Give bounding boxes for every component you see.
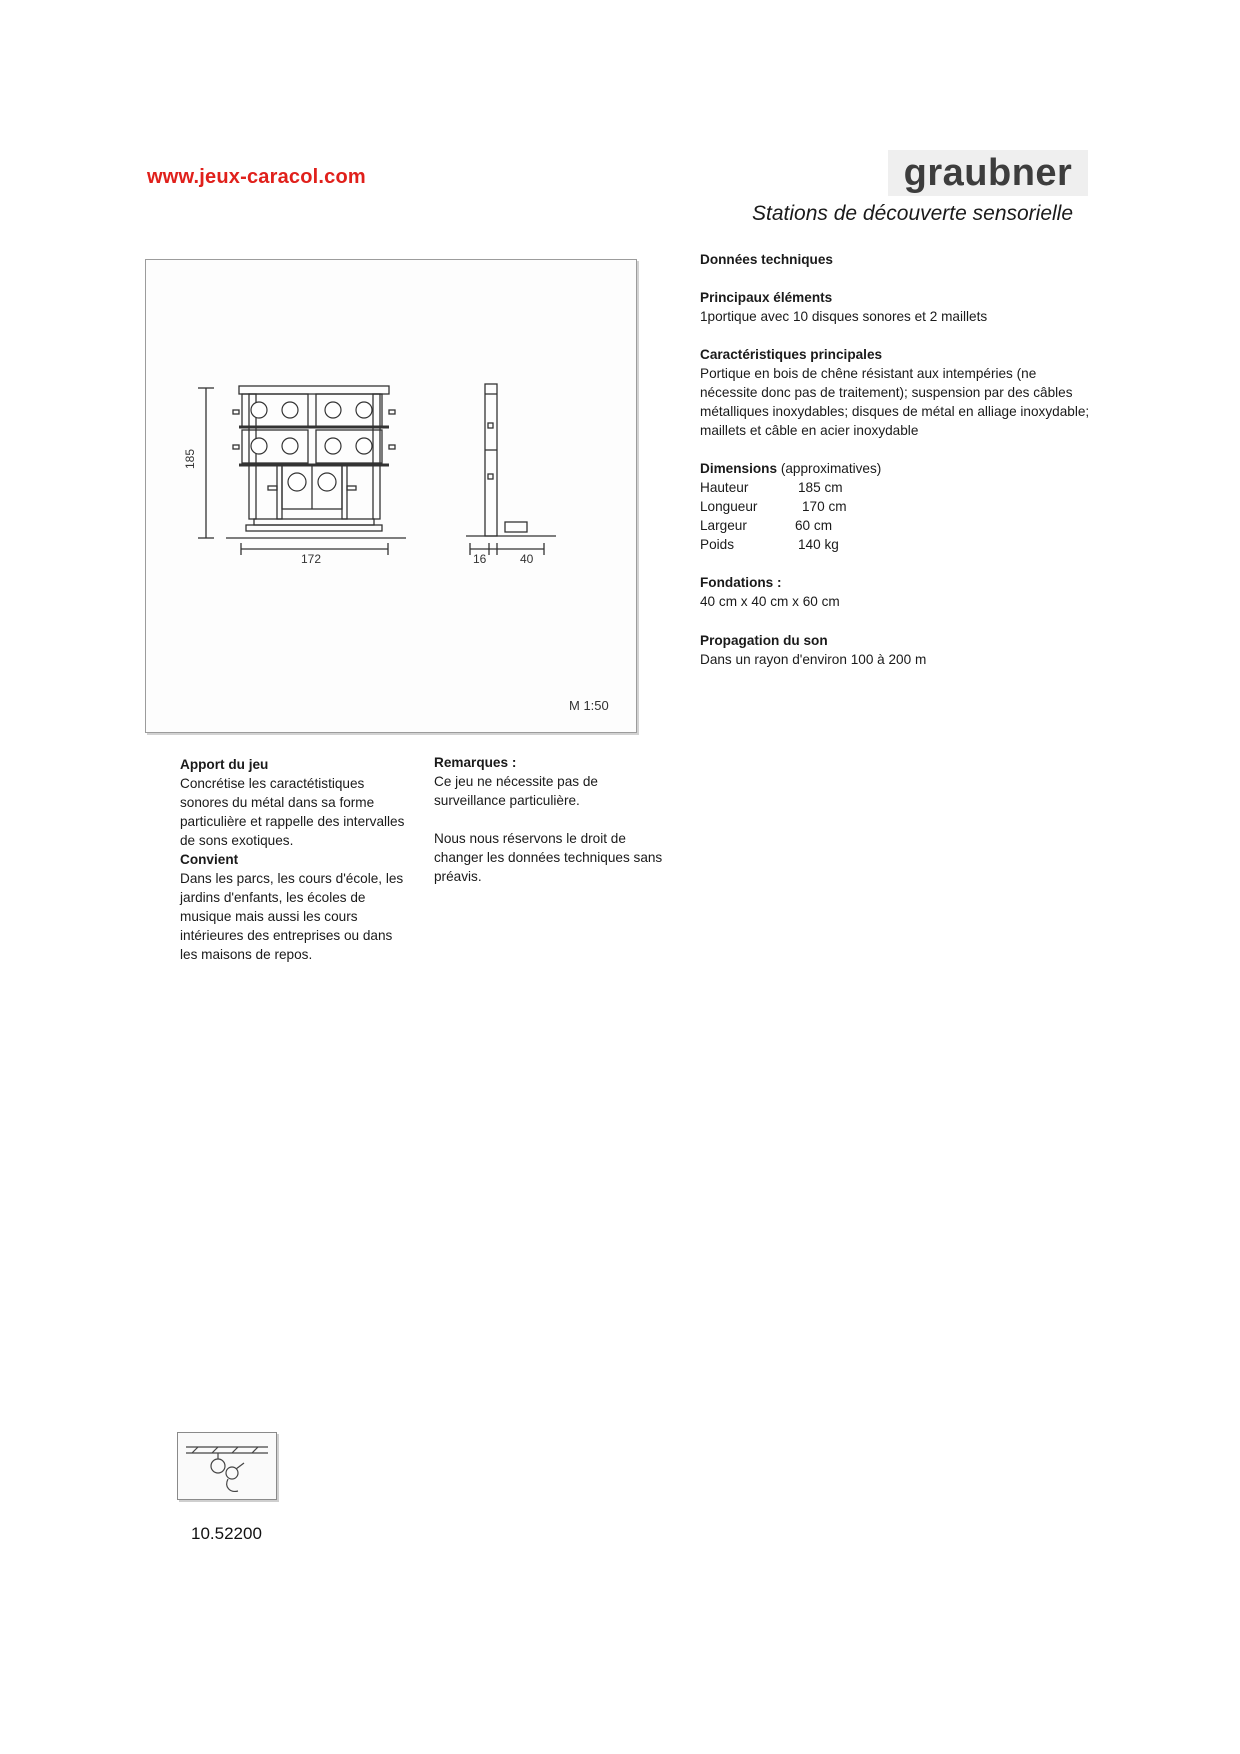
remarks-text-1: Ce jeu ne nécessite pas de surveillance particulière. (434, 774, 598, 808)
dimensions-section (700, 459, 1090, 554)
technical-drawing (145, 259, 637, 733)
top-beam (239, 386, 389, 394)
foundations-section (700, 573, 1090, 611)
characteristics-heading: Caractéristiques principales (700, 347, 883, 362)
benefit-column (180, 755, 405, 964)
length-dimension-label: 172 (301, 552, 322, 566)
dimensions-heading: Dimensions (700, 461, 778, 476)
benefit-text: Concrétise les caractétistiques sonores du métal dans sa forme particulière et rappelle des intervalles de sons exotiques. (180, 776, 405, 848)
side-dimension-label-a: 16 (473, 552, 487, 566)
remarks-text-2: Nous nous réservons le droit de changer les données techniques sans préavis. (434, 831, 663, 884)
base-beam (254, 519, 374, 525)
specs-title: Données techniques (700, 252, 833, 267)
sound-disc (282, 402, 298, 418)
dimension-row-weight: Poids 140 kg (700, 537, 839, 552)
remarks-heading: Remarques : (434, 755, 517, 770)
sound-disc (282, 438, 298, 454)
characteristics-section (700, 345, 1090, 440)
product-number: 10.52200 (191, 1524, 262, 1543)
foundations-heading: Fondations : (700, 575, 782, 590)
sound-disc (325, 402, 341, 418)
side-post (485, 384, 497, 536)
characteristics-text: Portique en bois de chêne résistant aux intempéries (ne nécessite donc pas de traitement); suspension par des câbles métalliques inoxydables; disques de métal en alliage inoxydable; maillets et câble en acier inoxydable (700, 366, 1090, 438)
foundations-text: 40 cm x 40 cm x 60 cm (700, 594, 840, 609)
height-dimension-label: 185 (183, 448, 197, 469)
sound-disc (251, 402, 267, 418)
main-elements-section (700, 288, 1090, 326)
remarks-column (434, 753, 664, 886)
sound-disc (288, 473, 306, 491)
sound-disc (325, 438, 341, 454)
sound-disc (251, 438, 267, 454)
sound-disc (356, 438, 372, 454)
sound-disc (318, 473, 336, 491)
side-dimension-label-b: 40 (520, 552, 534, 566)
suitable-text: Dans les parcs, les cours d'école, les jardins d'enfants, les écoles de musique mais aussi les cours intérieures des entreprises ou dans les maisons de repos. (180, 871, 404, 962)
dimension-row-length: Longueur 170 cm (700, 499, 847, 514)
drawing-svg (146, 260, 636, 732)
document-subtitle: Stations de découverte sensorielle (752, 202, 1074, 225)
sound-section (700, 631, 1090, 669)
site-url[interactable]: www.jeux-caracol.com (147, 166, 366, 188)
sound-text: Dans un rayon d'environ 100 à 200 m (700, 652, 927, 667)
suitable-heading: Convient (180, 852, 239, 867)
dimensions-note: (approximatives) (780, 461, 882, 476)
sound-disc (356, 402, 372, 418)
main-elements-text: 1portique avec 10 disques sonores et 2 maillets (700, 309, 988, 324)
benefit-heading: Apport du jeu (180, 757, 269, 772)
child-playing-icon (177, 1432, 277, 1500)
brand-logo: graubner (888, 150, 1088, 196)
scale-label: M 1:50 (569, 698, 609, 713)
dimension-row-width: Largeur 60 cm (700, 518, 833, 533)
main-elements-heading: Principaux éléments (700, 290, 833, 305)
sound-heading: Propagation du son (700, 633, 828, 648)
dimension-row-height: Hauteur 185 cm (700, 480, 843, 495)
